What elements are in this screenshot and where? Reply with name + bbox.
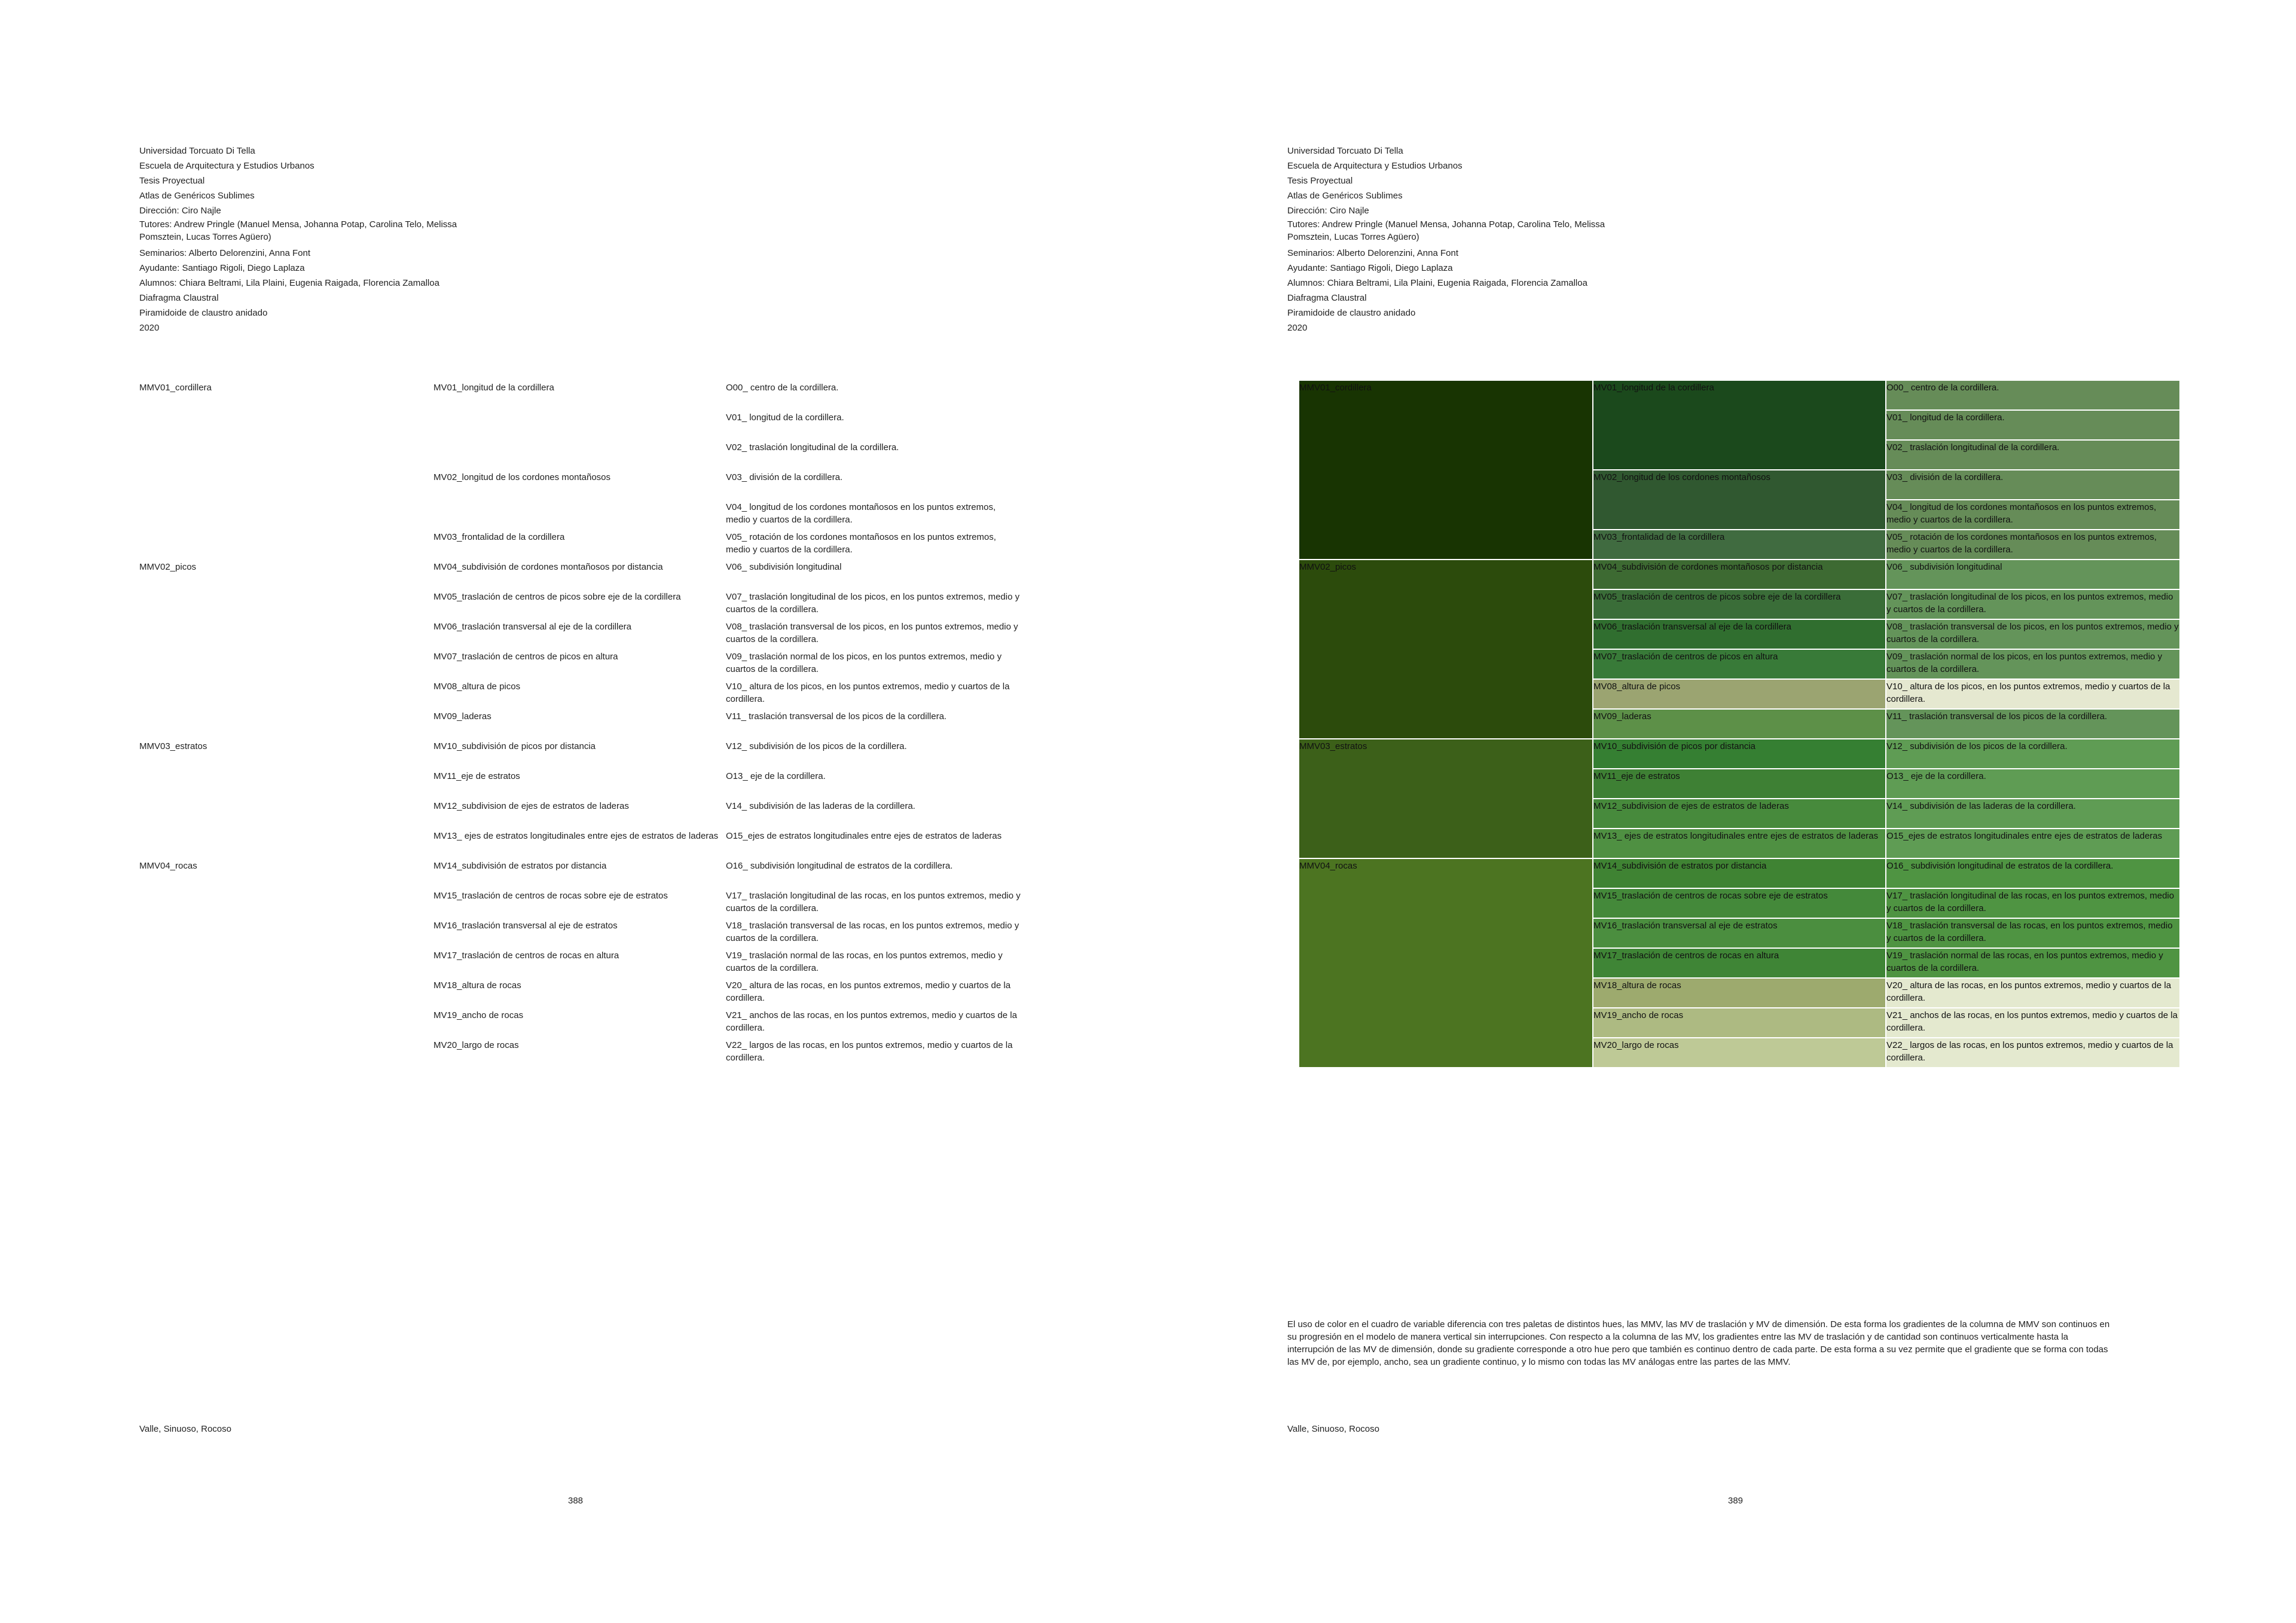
v-label: O13_ eje de la cordillera. (726, 771, 826, 781)
mv-block: MV18_altura de rocas (1593, 979, 1885, 1007)
v-block: O16_ subdivisión longitudinal de estratos de la cordillera. (1886, 859, 2179, 888)
mv-block: MV05_traslación de centros de picos sobre eje de la cordillera (1593, 590, 1885, 619)
header-line: Diafragma Claustral (139, 293, 219, 303)
mv-label: MV06_traslación transversal al eje de la cordillera (433, 622, 631, 632)
mv-block: MV04_subdivisión de cordones montañosos por distancia (1593, 560, 1885, 589)
mv-label: MV02_longitud de los cordones montañosos (433, 472, 611, 482)
header-left (139, 143, 510, 335)
mv-label: MV17_traslación de centros de rocas en altura (433, 950, 619, 961)
mv-label: MV15_traslación de centros de rocas sobre eje de estratos (433, 891, 668, 901)
mmv-label: MMV04_rocas (139, 861, 197, 871)
v-label: V04_ longitud de los cordones montañosos en los puntos extremos, medio y cuartos de la cordillera. (726, 502, 996, 525)
page-right (1148, 0, 2296, 1623)
page-number-right: 389 (1728, 1496, 1744, 1506)
header-line: Tesis Proyectual (139, 176, 205, 186)
header-line: Seminarios: Alberto Delorenzini, Anna Font (139, 248, 310, 258)
header-line: Alumnos: Chiara Beltrami, Lila Plaini, Eugenia Raigada, Florencia Zamalloa (139, 278, 439, 288)
v-label: V05_ rotación de los cordones montañosos en los puntos extremos, medio y cuartos de la cordillera. (726, 532, 996, 555)
mv-block: MV02_longitud de los cordones montañosos (1593, 470, 1885, 529)
mv-block: MV03_frontalidad de la cordillera (1593, 530, 1885, 559)
page-number-left: 388 (568, 1496, 584, 1506)
mmv-block: MMV04_rocas (1299, 859, 1592, 1067)
header-line: Atlas de Genéricos Sublimes (1287, 191, 1403, 201)
mv-block: MV01_longitud de la cordillera (1593, 381, 1885, 469)
mv-label: MV07_traslación de centros de picos en altura (433, 652, 618, 662)
footer-left: Valle, Sinuoso, Rocoso (139, 1424, 231, 1434)
v-label: V18_ traslación transversal de las rocas, en los puntos extremos, medio y cuartos de la cordillera. (726, 921, 1019, 943)
header-right (1287, 143, 1658, 335)
mmv-label: MMV01_cordillera (139, 383, 212, 393)
header-line: Universidad Torcuato Di Tella (1287, 146, 1403, 156)
mv-block: MV14_subdivisión de estratos por distancia (1593, 859, 1885, 888)
v-block: O15_ejes de estratos longitudinales entre ejes de estratos de laderas (1886, 829, 2179, 858)
v-block: V14_ subdivisión de las laderas de la cordillera. (1886, 799, 2179, 828)
v-block: V09_ traslación normal de los picos, en los puntos extremos, medio y cuartos de la cordillera. (1886, 650, 2179, 678)
v-block: V17_ traslación longitudinal de las rocas, en los puntos extremos, medio y cuartos de la cordillera. (1886, 889, 2179, 918)
v-label: V01_ longitud de la cordillera. (726, 412, 844, 423)
mmv-label: MMV03_estratos (139, 741, 207, 751)
mv-label: MV01_longitud de la cordillera (433, 383, 554, 393)
mv-label: MV03_frontalidad de la cordillera (433, 532, 565, 542)
header-line: Atlas de Genéricos Sublimes (139, 191, 255, 201)
mv-block: MV07_traslación de centros de picos en altura (1593, 650, 1885, 678)
header-line: 2020 (139, 323, 160, 333)
v-label: V08_ traslación transversal de los picos, en los puntos extremos, medio y cuartos de la cordillera. (726, 622, 1018, 644)
header-line: Universidad Torcuato Di Tella (139, 146, 255, 156)
mv-block: MV08_altura de picos (1593, 680, 1885, 708)
v-label: V19_ traslación normal de las rocas, en los puntos extremos, medio y cuartos de la cordillera. (726, 950, 1003, 973)
v-block: O13_ eje de la cordillera. (1886, 769, 2179, 798)
header-line: Tutores: Andrew Pringle (Manuel Mensa, Johanna Potap, Carolina Telo, Melissa Pomsztein, Lucas Torres Agüero) (1287, 219, 1605, 242)
mv-block: MV15_traslación de centros de rocas sobre eje de estratos (1593, 889, 1885, 918)
mv-label: MV04_subdivisión de cordones montañosos por distancia (433, 562, 663, 572)
v-label: V21_ anchos de las rocas, en los puntos extremos, medio y cuartos de la cordillera. (726, 1010, 1017, 1033)
v-block: V19_ traslación normal de las rocas, en los puntos extremos, medio y cuartos de la cordillera. (1886, 949, 2179, 977)
v-block: V18_ traslación transversal de las rocas, en los puntos extremos, medio y cuartos de la cordillera. (1886, 919, 2179, 947)
v-label: V09_ traslación normal de los picos, en los puntos extremos, medio y cuartos de la cordillera. (726, 652, 1002, 674)
mv-block: MV13_ ejes de estratos longitudinales entre ejes de estratos de laderas (1593, 829, 1885, 858)
header-line: Seminarios: Alberto Delorenzini, Anna Font (1287, 248, 1458, 258)
header-line: Escuela de Arquitectura y Estudios Urbanos (139, 161, 315, 171)
mmv-block: MMV03_estratos (1299, 739, 1592, 858)
header-line: Ayudante: Santiago Rigoli, Diego Laplaza (139, 263, 305, 273)
header-line: Piramidoide de claustro anidado (1287, 308, 1416, 318)
v-block: V22_ largos de las rocas, en los puntos extremos, medio y cuartos de la cordillera. (1886, 1038, 2179, 1067)
mv-label: MV18_altura de rocas (433, 980, 521, 991)
v-block: V05_ rotación de los cordones montañosos en los puntos extremos, medio y cuartos de la cordillera. (1886, 530, 2179, 559)
mv-label: MV10_subdivisión de picos por distancia (433, 741, 596, 751)
v-block: V10_ altura de los picos, en los puntos extremos, medio y cuartos de la cordillera. (1886, 680, 2179, 708)
v-label: O00_ centro de la cordillera. (726, 383, 839, 393)
mv-label: MV13_ ejes de estratos longitudinales entre ejes de estratos de laderas (433, 831, 719, 841)
footer-right: Valle, Sinuoso, Rocoso (1287, 1424, 1379, 1434)
v-label: V10_ altura de los picos, en los puntos extremos, medio y cuartos de la cordillera. (726, 681, 1010, 704)
header-line: Ayudante: Santiago Rigoli, Diego Laplaza (1287, 263, 1453, 273)
v-block: V07_ traslación longitudinal de los picos, en los puntos extremos, medio y cuartos de la cordillera. (1886, 590, 2179, 619)
mv-block: MV10_subdivisión de picos por distancia (1593, 739, 1885, 768)
v-block: V06_ subdivisión longitudinal (1886, 560, 2179, 589)
v-block: O00_ centro de la cordillera. (1886, 381, 2179, 409)
v-label: O16_ subdivisión longitudinal de estratos de la cordillera. (726, 861, 953, 871)
header-line: Diafragma Claustral (1287, 293, 1367, 303)
mmv-label: MMV02_picos (139, 562, 197, 572)
header-line: Alumnos: Chiara Beltrami, Lila Plaini, Eugenia Raigada, Florencia Zamalloa (1287, 278, 1587, 288)
mv-block: MV20_largo de rocas (1593, 1038, 1885, 1067)
mv-label: MV16_traslación transversal al eje de estratos (433, 921, 618, 931)
header-line: Tutores: Andrew Pringle (Manuel Mensa, Johanna Potap, Carolina Telo, Melissa Pomsztein, Lucas Torres Agüero) (139, 219, 457, 242)
mv-label: MV05_traslación de centros de picos sobre eje de la cordillera (433, 592, 681, 602)
mv-block: MV16_traslación transversal al eje de estratos (1593, 919, 1885, 947)
header-line: Dirección: Ciro Najle (139, 206, 221, 216)
v-block: V11_ traslación transversal de los picos de la cordillera. (1886, 710, 2179, 738)
header-line: Dirección: Ciro Najle (1287, 206, 1369, 216)
v-block: V08_ traslación transversal de los picos, en los puntos extremos, medio y cuartos de la cordillera. (1886, 620, 2179, 649)
v-block: V12_ subdivisión de los picos de la cordillera. (1886, 739, 2179, 768)
mv-label: MV09_laderas (433, 711, 491, 722)
v-block: V02_ traslación longitudinal de la cordillera. (1886, 441, 2179, 469)
v-label: V11_ traslación transversal de los picos de la cordillera. (726, 711, 947, 722)
v-label: V12_ subdivisión de los picos de la cordillera. (726, 741, 907, 751)
v-label: V02_ traslación longitudinal de la cordillera. (726, 442, 899, 453)
v-label: V17_ traslación longitudinal de las rocas, en los puntos extremos, medio y cuartos de la cordillera. (726, 891, 1021, 913)
v-block: V01_ longitud de la cordillera. (1886, 411, 2179, 439)
v-label: V07_ traslación longitudinal de los picos, en los puntos extremos, medio y cuartos de la cordillera. (726, 592, 1020, 615)
v-label: V03_ división de la cordillera. (726, 472, 843, 482)
mv-label: MV12_subdivision de ejes de estratos de laderas (433, 801, 629, 811)
mv-label: MV11_eje de estratos (433, 771, 520, 781)
v-label: O15_ejes de estratos longitudinales entre ejes de estratos de laderas (726, 831, 1002, 841)
header-line: 2020 (1287, 323, 1308, 333)
mv-label: MV19_ancho de rocas (433, 1010, 524, 1020)
mv-block: MV09_laderas (1593, 710, 1885, 738)
mv-block: MV19_ancho de rocas (1593, 1008, 1885, 1037)
v-block: V21_ anchos de las rocas, en los puntos extremos, medio y cuartos de la cordillera. (1886, 1008, 2179, 1037)
mmv-block: MMV01_cordillera (1299, 381, 1592, 559)
mv-label: MV14_subdivisión de estratos por distancia (433, 861, 607, 871)
color-description-paragraph: El uso de color en el cuadro de variable diferencia con tres paletas de distintos hues, las MMV, las MV de traslación y MV de dimensión. De esta forma los gradientes de la columna de MMV son continuos en su progresión en el modelo de manera vertical sin interrupciones. Con respecto a la columna de las MV, los gradientes entre las MV de traslación y de cantidad son continuos verticalmente hasta la interrupción de las MV de dimensión, donde su gradiente corresponde a otro hue pero que también es continuo dentro de cada parte. De esta forma a su vez permite que el gradiente que se forma con todas las MV de, por ejemplo, ancho, sea un gradiente continuo, y lo mismo con todas las MV análogas entre las partes de las MMV. (1287, 1319, 2110, 1367)
v-block: V04_ longitud de los cordones montañosos en los puntos extremos, medio y cuartos de la cordillera. (1886, 500, 2179, 529)
mv-block: MV17_traslación de centros de rocas en altura (1593, 949, 1885, 977)
v-label: V14_ subdivisión de las laderas de la cordillera. (726, 801, 915, 811)
v-block: V03_ división de la cordillera. (1886, 470, 2179, 499)
mmv-block: MMV02_picos (1299, 560, 1592, 738)
mv-block: MV06_traslación transversal al eje de la cordillera (1593, 620, 1885, 649)
header-line: Tesis Proyectual (1287, 176, 1353, 186)
v-label: V22_ largos de las rocas, en los puntos extremos, medio y cuartos de la cordillera. (726, 1040, 1013, 1063)
header-line: Piramidoide de claustro anidado (139, 308, 268, 318)
mv-label: MV20_largo de rocas (433, 1040, 519, 1050)
v-label: V20_ altura de las rocas, en los puntos extremos, medio y cuartos de la cordillera. (726, 980, 1011, 1003)
v-label: V06_ subdivisión longitudinal (726, 562, 842, 572)
mv-block: MV12_subdivision de ejes de estratos de laderas (1593, 799, 1885, 828)
mv-label: MV08_altura de picos (433, 681, 521, 692)
header-line: Escuela de Arquitectura y Estudios Urbanos (1287, 161, 1463, 171)
v-block: V20_ altura de las rocas, en los puntos extremos, medio y cuartos de la cordillera. (1886, 979, 2179, 1007)
mv-block: MV11_eje de estratos (1593, 769, 1885, 798)
